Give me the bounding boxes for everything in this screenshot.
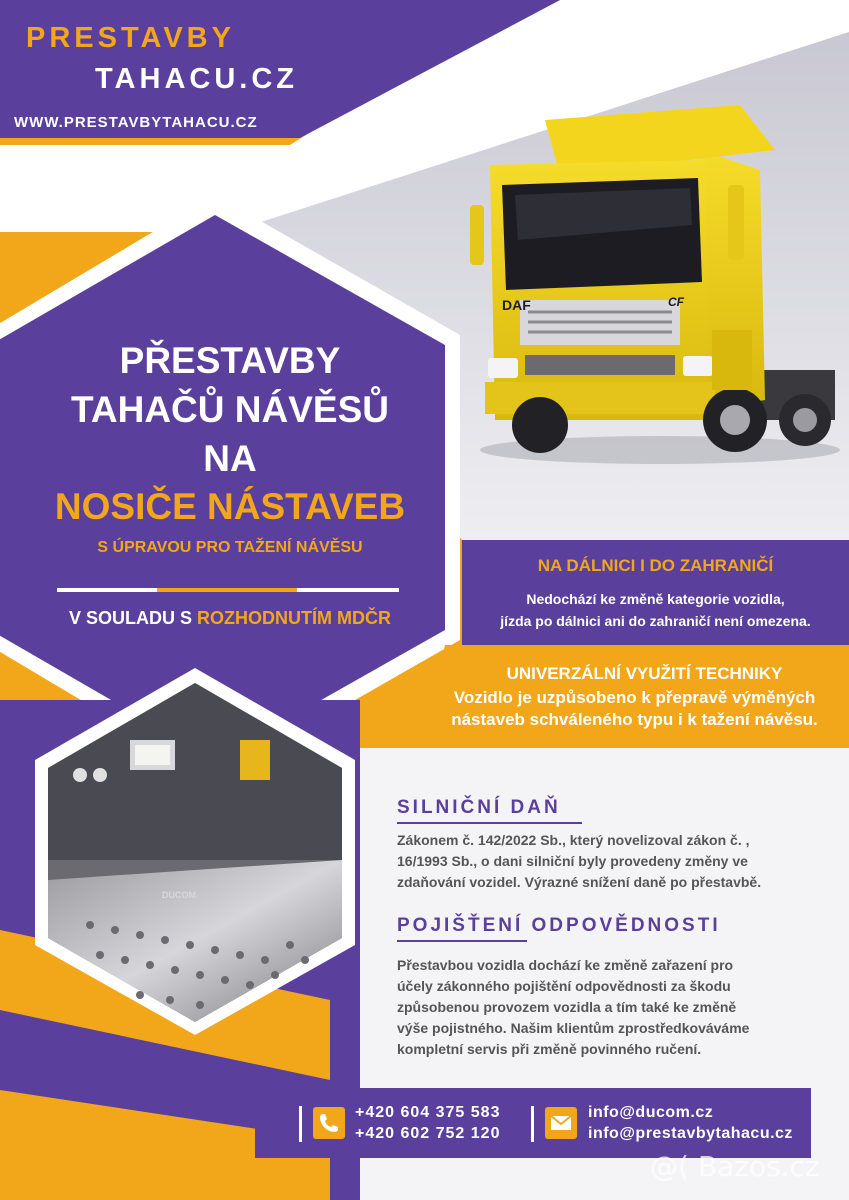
hero-subtitle: S ÚPRAVOU PRO TAŽENÍ NÁVĚSU	[97, 539, 363, 556]
hero-law-prefix: V SOULADU S	[69, 608, 198, 628]
insurance-body	[397, 955, 817, 1060]
phone-number-2[interactable]: +420 602 752 120	[355, 1125, 501, 1142]
road-tax-title: SILNIČNÍ DAŇ	[397, 797, 561, 818]
universal-box-text	[420, 687, 849, 731]
universal-box-line-2: nástaveb schváleného typu i k tažení návěsu.	[451, 710, 818, 729]
phone-number-1[interactable]: +420 604 375 583	[355, 1104, 501, 1121]
hero-line-1: PŘESTAVBY	[119, 340, 341, 381]
road-tax-line-1: Zákonem č. 142/2022 Sb., který novelizoval zákon č. ,	[397, 832, 750, 848]
bazos-watermark: @( Bazos.cz	[650, 1150, 820, 1183]
hero-line-3: NA	[203, 438, 257, 479]
road-tax-line-3: zdaňování vozidel. Výrazné snížení daně po přestavbě.	[397, 874, 762, 890]
insurance-line-2: účely zákonného pojištění odpovědnosti za škodu	[397, 978, 731, 994]
insurance-line-4: výše pojistného. Našim klientům zprostředkováváme	[397, 1020, 750, 1036]
road-tax-body	[397, 830, 817, 893]
insurance-line-5: kompletní servis při změně povinného ručení.	[397, 1041, 702, 1057]
insurance-line-3: způsobenou provozem vozidla a tím také ke změně	[397, 999, 737, 1015]
contact-separator-left	[299, 1106, 302, 1142]
envelope-icon	[545, 1107, 577, 1139]
truck-badge: DAF	[502, 297, 531, 313]
equipment-label: DUCOM	[162, 890, 196, 900]
brand-url[interactable]: WWW.PRESTAVBYTAHACU.CZ	[14, 114, 258, 131]
hero-law-highlight: ROZHODNUTÍM MDČR	[197, 608, 391, 628]
universal-box-line-1: Vozidlo je uzpůsobeno k přepravě výměných	[453, 688, 816, 707]
hero-divider	[57, 588, 399, 592]
brand-line-1: PRESTAVBY	[26, 22, 235, 54]
universal-box-title: UNIVERZÁLNÍ VYUŽITÍ TECHNIKY	[506, 664, 783, 683]
contact-separator-middle	[531, 1106, 534, 1142]
contact-bar	[255, 1088, 811, 1158]
email-1[interactable]: info@ducom.cz	[588, 1104, 714, 1121]
insurance-line-1: Přestavbou vozidla dochází ke změně zařazení pro	[397, 957, 734, 973]
truck-model: CF	[668, 295, 684, 309]
road-tax-line-2: 16/1993 Sb., o dani silniční byly provedeny změny ve	[397, 853, 748, 869]
highway-box-line-2: jízda po dálnici ani do zahraničí není omezena.	[500, 613, 811, 629]
insurance-underline	[397, 940, 527, 942]
hero-line-4: NOSIČE NÁSTAVEB	[54, 486, 406, 527]
phone-icon	[313, 1107, 345, 1139]
highway-box-title: NA DÁLNICI I DO ZAHRANIČÍ	[537, 556, 774, 575]
highway-box-line-1: Nedochází ke změně kategorie vozidla,	[526, 591, 785, 607]
highway-box-text	[462, 588, 849, 632]
email-2[interactable]: info@prestavbytahacu.cz	[588, 1125, 793, 1142]
brand-line-2: TAHACU.CZ	[95, 63, 298, 95]
hero-line-2: TAHAČŮ NÁVĚSŮ	[71, 389, 389, 430]
insurance-title: POJIŠŤENÍ ODPOVĚDNOSTI	[397, 915, 721, 936]
hero-law-statement	[20, 608, 440, 629]
road-tax-underline	[397, 822, 582, 824]
